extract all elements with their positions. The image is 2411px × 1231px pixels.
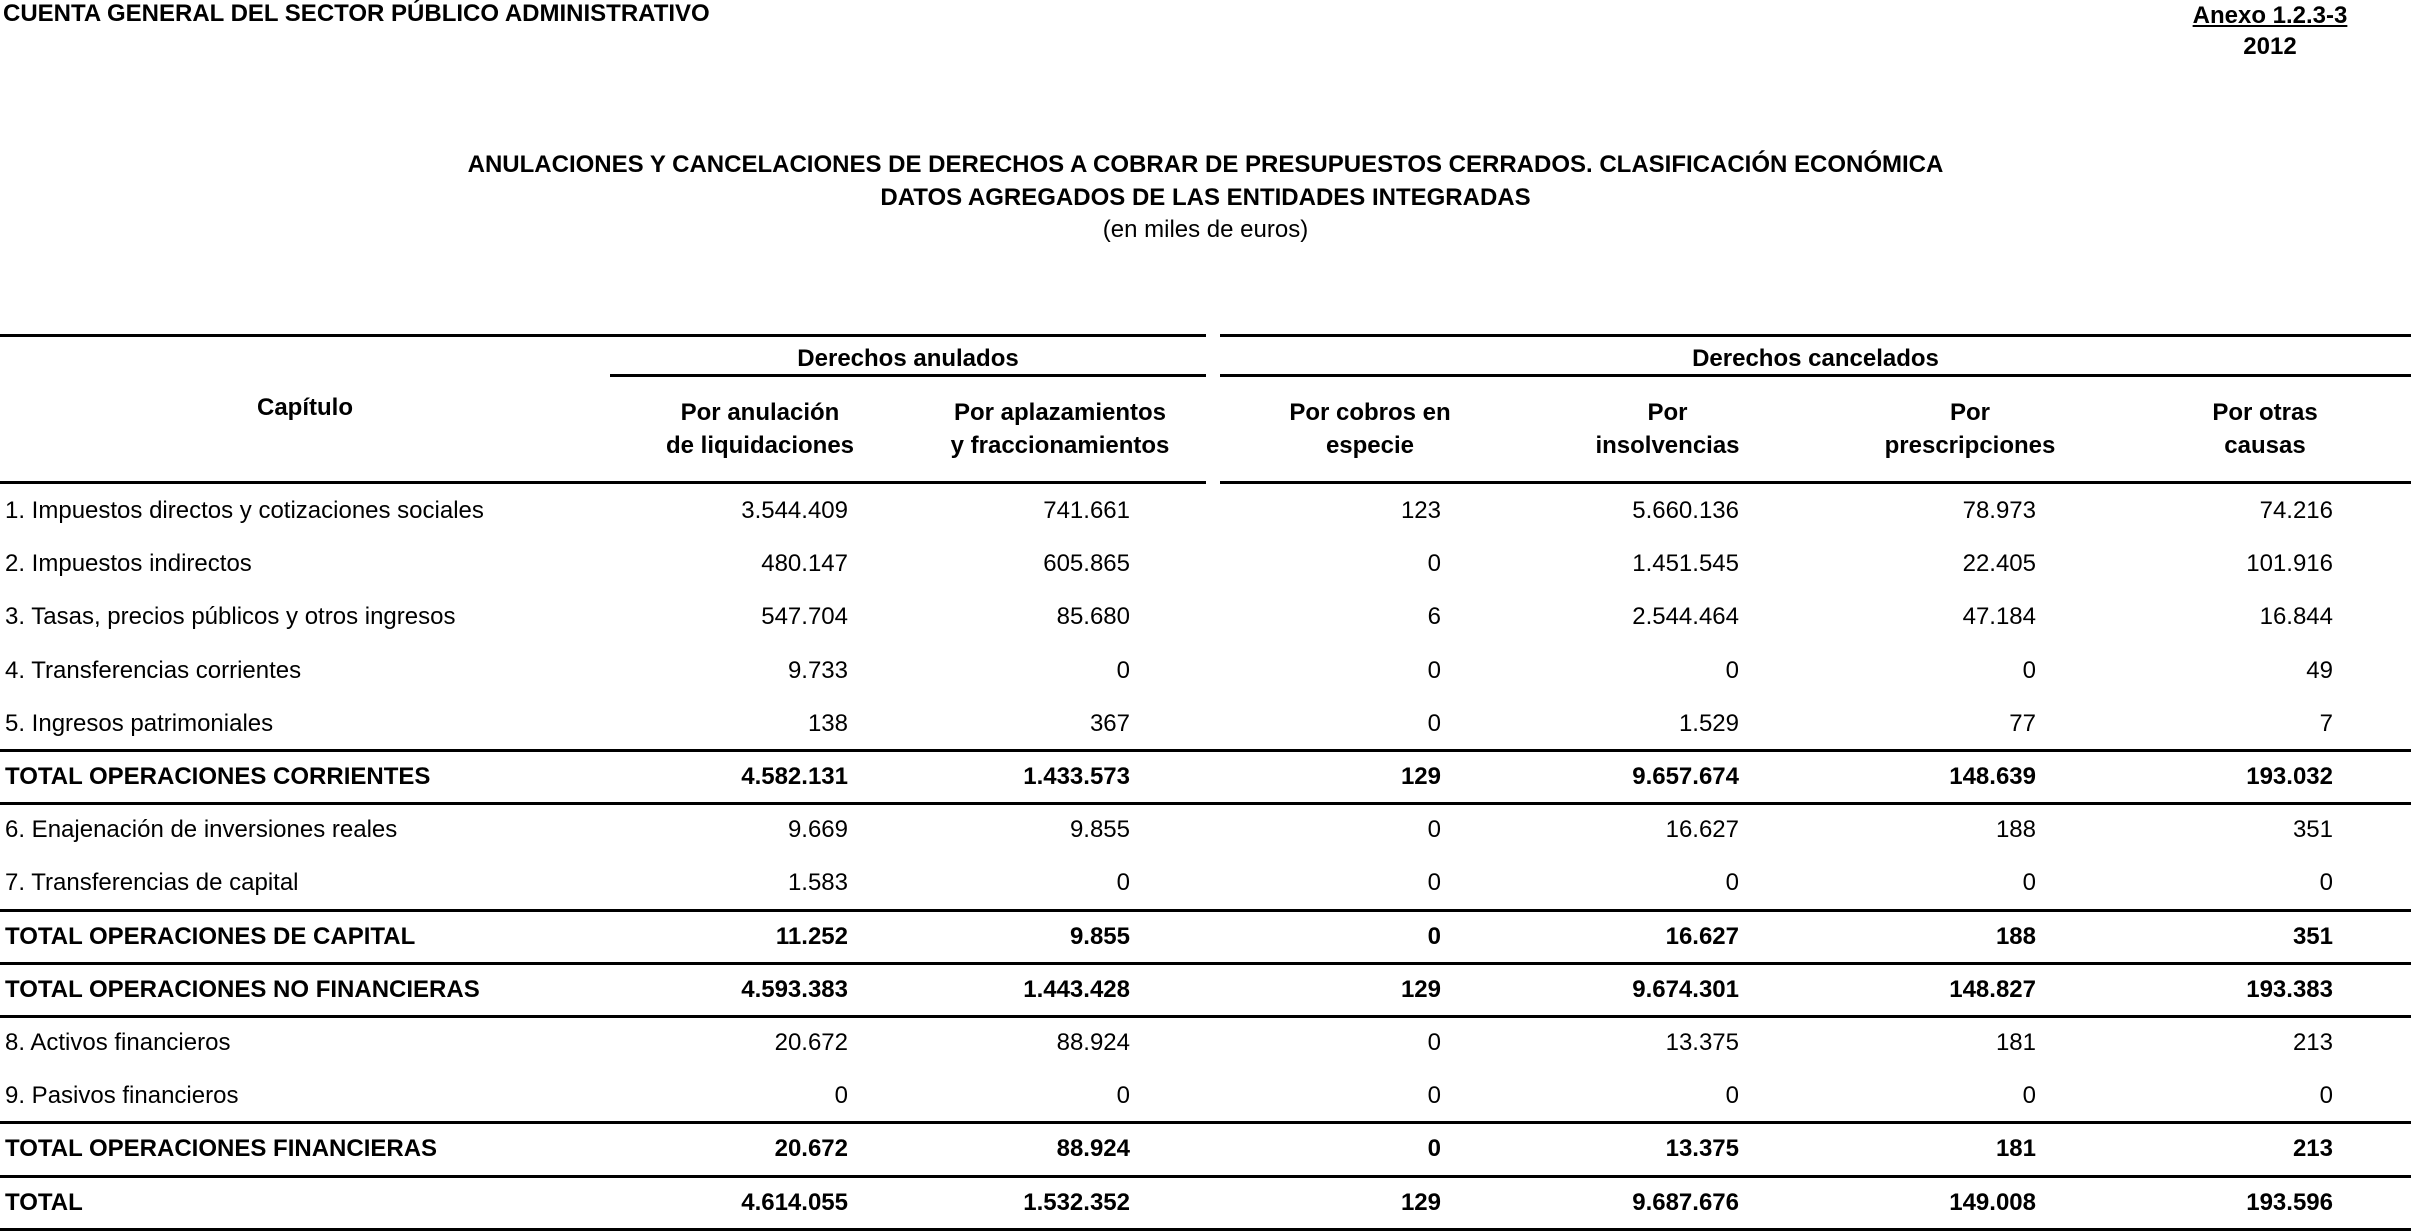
row-value: 1.451.545 [1632, 550, 1739, 578]
row-value: 0 [1427, 709, 1441, 737]
row-value: 351 [2292, 922, 2333, 950]
group-header-cancelados: Derechos cancelados [1692, 345, 1939, 372]
row-label: TOTAL OPERACIONES NO FINANCIERAS [5, 975, 480, 1003]
row-value: 367 [1089, 709, 1130, 737]
row-label: TOTAL OPERACIONES CORRIENTES [5, 763, 431, 790]
row-value: 4.593.383 [741, 975, 848, 1003]
row-value: 9.855 [1069, 922, 1130, 950]
col-header-prescripciones [1845, 396, 2095, 462]
header-top-rule-right [1220, 334, 2411, 337]
row-value: 0 [1427, 656, 1441, 684]
table-row [0, 1069, 2411, 1122]
row-value: 9.687.676 [1632, 1188, 1739, 1216]
row-value: 78.973 [1962, 497, 2036, 524]
table-row [0, 644, 2411, 697]
col-header-line: prescripciones [1884, 432, 2056, 459]
row-value: 193.383 [2246, 975, 2333, 1003]
group-header-anulados: Derechos anulados [797, 345, 1019, 372]
row-value: 149.008 [1949, 1188, 2036, 1216]
row-value: 0 [1427, 1082, 1441, 1110]
total-row [0, 963, 2411, 1016]
row-label: 3. Tasas, precios públicos y otros ingresos [5, 603, 456, 631]
annex-label: Anexo 1.2.3-3 [2192, 2, 2348, 29]
row-label: TOTAL OPERACIONES FINANCIERAS [5, 1135, 438, 1163]
col-header-line: insolvencias [1595, 432, 1740, 459]
col-header-line: de liquidaciones [665, 432, 855, 459]
row-value: 49 [2306, 656, 2333, 684]
row-value: 0 [834, 1082, 848, 1110]
total-row [0, 1122, 2411, 1175]
row-value: 0 [2022, 1082, 2036, 1110]
row-value: 9.674.301 [1632, 975, 1739, 1003]
row-value: 0 [1427, 1029, 1441, 1056]
row-label: 1. Impuestos directos y cotizaciones sociales [5, 497, 484, 524]
table-row [0, 1016, 2411, 1069]
row-value: 1.443.428 [1023, 975, 1130, 1003]
row-value: 4.614.055 [741, 1188, 848, 1216]
col-header-insolvencias [1545, 396, 1790, 462]
row-value: 129 [1400, 763, 1441, 790]
row-value: 47.184 [1962, 603, 2036, 631]
row-value: 547.704 [761, 603, 848, 631]
row-value: 0 [1427, 816, 1441, 844]
row-value: 9.855 [1069, 816, 1130, 844]
row-value: 16.627 [1665, 922, 1739, 950]
row-value: 0 [1725, 656, 1739, 684]
row-label: 9. Pasivos financieros [5, 1082, 239, 1110]
col-header-aplazamientos [920, 396, 1200, 462]
row-value: 181 [1995, 1135, 2036, 1163]
row-value: 2.544.464 [1632, 603, 1739, 631]
row-value: 1.532.352 [1023, 1188, 1130, 1216]
row-value: 0 [1427, 922, 1441, 950]
row-value: 0 [1116, 869, 1130, 897]
row-value: 3.544.409 [741, 497, 848, 524]
year-label: 2012 [2243, 33, 2297, 60]
table-row [0, 484, 2411, 537]
table-row [0, 537, 2411, 590]
row-value: 188 [1995, 922, 2036, 950]
row-label: 6. Enajenación de inversiones reales [5, 816, 398, 844]
row-label: 5. Ingresos patrimoniales [5, 709, 274, 737]
col-header-otras-causas [2140, 396, 2390, 462]
header-top-rule-left [0, 334, 1206, 337]
report-title: CUENTA GENERAL DEL SECTOR PÚBLICO ADMINISTRATIVO [3, 0, 710, 27]
row-value: 0 [1427, 1135, 1441, 1163]
row-value: 0 [1427, 869, 1441, 897]
row-value: 0 [1725, 1082, 1739, 1110]
row-value: 13.375 [1665, 1029, 1739, 1056]
row-value: 9.657.674 [1632, 763, 1739, 790]
row-value: 188 [1995, 816, 2036, 844]
col-header-line: causas [2224, 432, 2306, 459]
row-value: 1.529 [1678, 709, 1739, 737]
col-header-line: Por [1647, 399, 1688, 426]
row-label: TOTAL [5, 1188, 83, 1216]
row-label: 2. Impuestos indirectos [5, 550, 252, 578]
row-value: 0 [1116, 656, 1130, 684]
col-header-anulacion [635, 396, 885, 462]
row-value: 13.375 [1665, 1135, 1739, 1163]
row-value: 193.032 [2246, 763, 2333, 790]
col-header-line: Por aplazamientos [953, 399, 1167, 426]
row-value: 0 [2022, 869, 2036, 897]
table-titles [0, 148, 2411, 246]
table-row [0, 803, 2411, 856]
col-header-line: Por [1949, 399, 1990, 426]
row-value: 22.405 [1962, 550, 2036, 578]
table-subtitle: DATOS AGREGADOS DE LAS ENTIDADES INTEGRADAS [880, 184, 1531, 211]
row-value: 148.639 [1949, 763, 2036, 790]
row-value: 213 [2292, 1135, 2333, 1163]
row-value: 213 [2292, 1029, 2333, 1056]
total-row [0, 910, 2411, 963]
table-row [0, 697, 2411, 750]
row-label: 7. Transferencias de capital [5, 869, 299, 897]
row-value: 138 [807, 709, 848, 737]
row-label: 8. Activos financieros [5, 1029, 231, 1056]
total-row [0, 750, 2411, 803]
row-value: 1.583 [787, 869, 848, 897]
row-rule [0, 1228, 2411, 1231]
row-value: 16.844 [2259, 603, 2333, 631]
table-row [0, 590, 2411, 643]
row-value: 0 [2319, 869, 2333, 897]
row-value: 88.924 [1056, 1135, 1130, 1163]
row-value: 351 [2292, 816, 2333, 844]
row-value: 85.680 [1056, 603, 1130, 631]
row-value: 9.669 [787, 816, 848, 844]
row-value: 20.672 [774, 1029, 848, 1056]
row-value: 5.660.136 [1632, 497, 1739, 524]
row-value: 123 [1400, 497, 1441, 524]
row-value: 148.827 [1949, 975, 2036, 1003]
row-value: 77 [2009, 709, 2036, 737]
row-value: 193.596 [2246, 1188, 2333, 1216]
row-value: 129 [1400, 975, 1441, 1003]
row-value: 0 [1427, 550, 1441, 578]
col-header-cobros-especie [1225, 396, 1515, 462]
row-label: TOTAL OPERACIONES DE CAPITAL [5, 922, 416, 950]
row-value: 101.916 [2246, 550, 2333, 578]
table-title: ANULACIONES Y CANCELACIONES DE DERECHOS A COBRAR DE PRESUPUESTOS CERRADOS. CLASIFICACIÓN ECONÓMICA [467, 151, 1944, 178]
row-value: 7 [2319, 709, 2333, 737]
table-row [0, 856, 2411, 909]
row-value: 9.733 [787, 656, 848, 684]
row-value: 181 [1995, 1029, 2036, 1056]
row-value: 0 [2319, 1082, 2333, 1110]
row-value: 0 [1116, 1082, 1130, 1110]
row-value: 741.661 [1043, 497, 1130, 524]
col-header-line: Por anulación [680, 399, 840, 426]
row-value: 74.216 [2259, 497, 2333, 524]
row-value: 129 [1400, 1188, 1441, 1216]
row-value: 88.924 [1056, 1029, 1130, 1056]
row-value: 605.865 [1043, 550, 1130, 578]
row-label: 4. Transferencias corrientes [5, 656, 302, 684]
col-header-line: y fraccionamientos [950, 432, 1170, 459]
row-value: 0 [2022, 656, 2036, 684]
col-header-line: Por otras [2212, 399, 2318, 426]
row-value: 4.582.131 [741, 763, 848, 790]
col-header-line: Por cobros en [1289, 399, 1451, 426]
annex-block [2180, 0, 2360, 62]
units-note: (en miles de euros) [1102, 216, 1309, 243]
row-value: 6 [1427, 603, 1441, 631]
row-value: 11.252 [775, 922, 848, 950]
row-value: 20.672 [774, 1135, 848, 1163]
row-value: 16.627 [1665, 816, 1739, 844]
col-header-line: especie [1325, 432, 1415, 459]
capitulo-header: Capítulo [257, 394, 353, 421]
total-row [0, 1176, 2411, 1229]
row-value: 0 [1725, 869, 1739, 897]
row-value: 1.433.573 [1023, 763, 1130, 790]
row-value: 480.147 [761, 550, 848, 578]
